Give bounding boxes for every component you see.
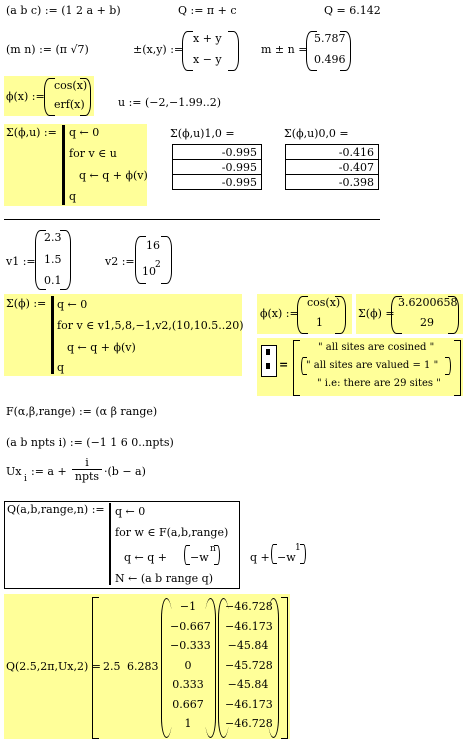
sigma-lhs: Σ(ϕ,u) :=	[6, 126, 57, 139]
fraction-denominator: npts	[74, 470, 100, 483]
aside-q[interactable]: q +	[250, 551, 270, 564]
program-line-1: q ← 0	[115, 505, 146, 518]
table-cell: -0.407	[286, 160, 379, 175]
mn-definition[interactable]: (m n) := (π √7)	[6, 43, 89, 56]
table-cell: -0.995	[173, 175, 262, 190]
v2-bottom-exp: 2	[155, 260, 161, 270]
q-value: −46.728	[225, 717, 273, 730]
program-line-4: N ← (a b range q)	[115, 572, 214, 585]
table-cell: -0.995	[173, 145, 262, 160]
v1-value: 0.1	[44, 274, 62, 287]
left-bracket	[92, 597, 99, 739]
right-paren	[80, 78, 91, 116]
ux-lhs[interactable]: Ux	[6, 465, 22, 478]
abn-definition[interactable]: (a b npts i) := (−1 1 6 0..npts)	[6, 436, 174, 449]
inner-exponent: n	[210, 544, 216, 554]
inner-w: −w	[190, 551, 209, 564]
sum-lhs: Σ(ϕ) =	[358, 307, 395, 320]
table-cell: -0.995	[173, 160, 262, 175]
v2-top: 16	[146, 239, 160, 252]
program-line-1: q ← 0	[69, 126, 100, 139]
aside-w: −w	[277, 551, 296, 564]
range-vector	[170, 600, 211, 737]
abc-definition[interactable]: (a b c) := (1 2 a + b)	[6, 4, 121, 17]
table-cell: -0.398	[286, 175, 379, 190]
program-line-3: q ← q +	[124, 551, 168, 564]
v1-value: 1.5	[44, 253, 62, 266]
placeholder-dot	[266, 363, 270, 369]
sum-bottom: 29	[420, 316, 434, 329]
range-value: −1	[179, 600, 197, 613]
program-bar	[62, 125, 65, 205]
pm-bottom: x − y	[193, 53, 222, 66]
q-value: −45.728	[225, 658, 273, 672]
range-value: −0.333	[170, 639, 211, 652]
mpn-lhs[interactable]: m ± n =	[261, 43, 308, 56]
table-row	[173, 160, 262, 175]
table2-header: Σ(ϕ,u)0,0 =	[284, 127, 349, 140]
v2-lhs[interactable]: v2 :=	[105, 255, 135, 268]
mpn-top: 5.787	[314, 32, 346, 45]
q-fn-lhs: Q(a,b,range,n) :=	[7, 503, 105, 516]
range-value: 1	[184, 717, 192, 730]
program-line-3: q ← q + ϕ(v)	[67, 341, 136, 354]
ux-mid: := a +	[31, 465, 67, 478]
range-value: 0	[184, 658, 192, 672]
q-value: −46.173	[225, 619, 273, 633]
program-line-2: for v ∈ u	[69, 147, 117, 160]
range-value: 0.667	[172, 697, 204, 711]
right-paren	[445, 357, 451, 375]
phi-top: cos(x)	[54, 79, 88, 92]
ux-fraction	[72, 456, 102, 483]
region-divider	[4, 219, 380, 220]
right-paren	[268, 598, 279, 738]
program-line-3: q ← q + ϕ(v)	[79, 169, 148, 182]
right-paren	[300, 544, 306, 564]
q-value: −45.84	[227, 678, 269, 691]
q-result[interactable]: Q = 6.142	[324, 4, 381, 17]
v1-lhs[interactable]: v1 :=	[6, 255, 36, 268]
string-item: " all sites are valued = 1 "	[306, 360, 439, 371]
phi2-lhs: ϕ(x) :=	[260, 307, 299, 320]
ux-tail: ·(b − a)	[104, 465, 146, 478]
ux-subscript: i	[24, 474, 27, 484]
q-value: −45.84	[227, 639, 269, 652]
sum-top: 3.6200658	[398, 296, 458, 309]
right-paren	[161, 236, 172, 284]
aside-exponent: 1	[295, 543, 301, 553]
right-paren	[228, 31, 239, 71]
string-item: " all sites are cosined "	[318, 342, 435, 353]
program-line-4: q	[69, 190, 77, 203]
right-paren	[60, 230, 71, 290]
left-bracket	[293, 340, 300, 396]
phi2-bottom: 1	[316, 316, 323, 329]
table-row	[286, 145, 379, 160]
f-definition[interactable]: F(α,β,range) := (α β range)	[6, 405, 158, 418]
range-value: −0.667	[170, 619, 211, 633]
right-bracket	[281, 597, 288, 739]
equals-sign: =	[279, 358, 289, 371]
program-bar	[109, 503, 111, 585]
left-paren	[301, 357, 307, 375]
table-row	[173, 145, 262, 160]
right-paren	[214, 545, 220, 565]
left-paren	[182, 31, 193, 71]
pm-top: x + y	[193, 32, 222, 45]
phi-bottom: erf(x)	[54, 98, 85, 111]
range-value: 0.333	[172, 678, 204, 691]
u-definition[interactable]: u := (−2,−1.99..2)	[118, 96, 221, 109]
program-bar	[51, 296, 54, 374]
table1-header: Σ(ϕ,u)1,0 =	[170, 127, 235, 140]
phi2-top: cos(x)	[307, 296, 341, 309]
table-cell: -0.416	[286, 145, 379, 160]
program-line-2: for v ∈ v1,5,8,−1,v2,(10,10.5..20)	[57, 319, 244, 332]
result-table-1[interactable]	[172, 144, 262, 190]
right-paren	[448, 296, 459, 334]
program-line-2: for w ∈ F(a,b,range)	[115, 526, 229, 539]
phi-lhs: ϕ(x) :=	[6, 90, 45, 103]
a-value: 2.5	[103, 660, 121, 673]
fraction-numerator: i	[72, 456, 102, 470]
pm-function-lhs[interactable]: ±(x,y) :=	[133, 43, 184, 56]
table-row	[173, 175, 262, 190]
result-table-2[interactable]	[285, 144, 379, 190]
right-paren	[335, 296, 346, 334]
sigma2-lhs: Σ(ϕ) :=	[6, 297, 47, 310]
mpn-bottom: 0.496	[314, 53, 346, 66]
q-vector	[225, 600, 271, 737]
table-row	[286, 160, 379, 175]
q-result-lhs: Q(2.5,2π,Ux,2) =	[6, 660, 101, 673]
v2-bottom-base: 10	[142, 265, 156, 278]
string-item: " i.e: there are 29 sites "	[317, 378, 441, 389]
q-value: −46.728	[225, 600, 273, 613]
right-bracket	[454, 340, 461, 396]
q-definition[interactable]: Q := π + c	[178, 4, 237, 17]
program-line-4: q	[57, 361, 65, 374]
table-row	[286, 175, 379, 190]
q-value: −46.173	[225, 697, 273, 711]
right-paren	[205, 598, 216, 738]
b-value: 6.283	[127, 660, 159, 673]
v1-value: 2.3	[44, 231, 62, 244]
placeholder-dot	[266, 349, 270, 355]
program-line-1: q ← 0	[57, 298, 88, 311]
right-paren	[340, 31, 351, 71]
